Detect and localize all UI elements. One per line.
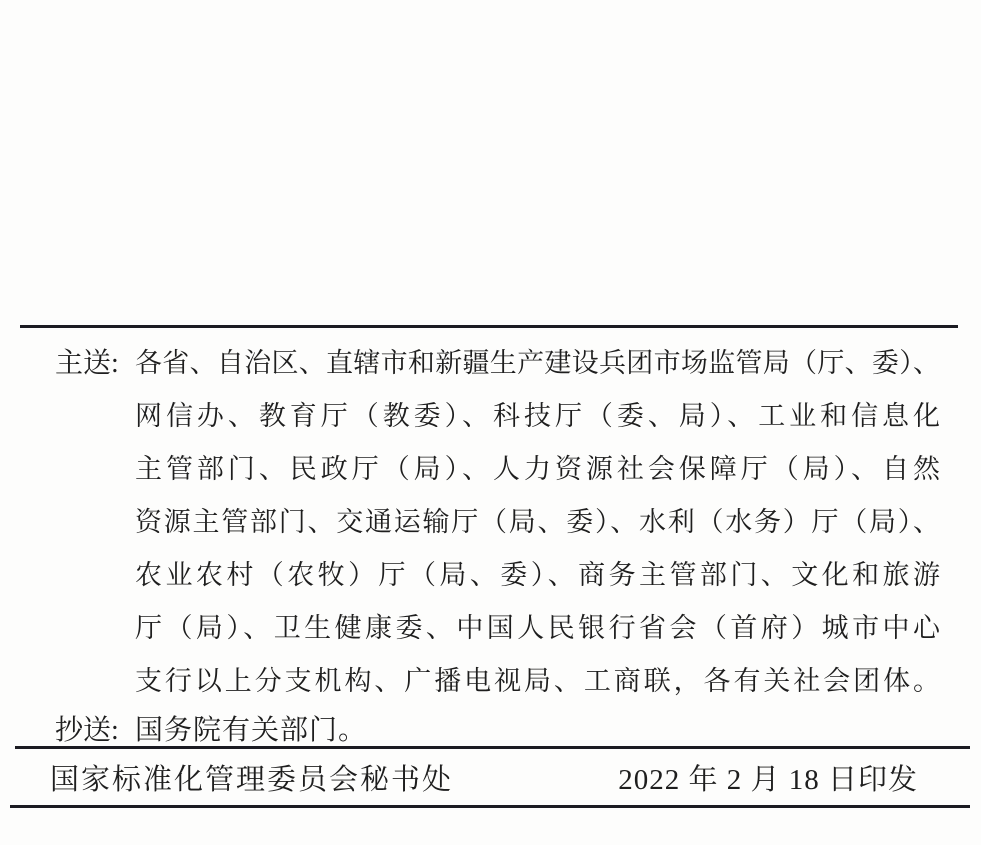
bottom-rule — [10, 805, 970, 808]
recipients-line-3: 主管部门、民政厅（局）、人力资源社会保障厅（局）、自然 — [135, 454, 940, 484]
recipients-line-6: 厅（局）、卫生健康委、中国人民银行省会（首府）城市中心 — [135, 613, 940, 643]
colophon-row — [50, 749, 918, 805]
recipients-line-7: 支行以上分支机构、广播电视局、工商联，各有关社会团体。 — [135, 666, 940, 696]
recipients-line-1: 各省、自治区、直辖市和新疆生产建设兵团市场监管局（厅、委）、 — [135, 348, 940, 378]
print-date: 2022 年 2 月 18 日印发 — [618, 763, 918, 796]
distribution-block — [55, 337, 945, 752]
recipients-line-5: 农业农村（农牧）厅（局、委）、商务主管部门、文化和旅游 — [135, 560, 940, 590]
main-recipients-row — [55, 337, 945, 708]
main-recipients-label: 主送: — [55, 348, 119, 379]
main-recipients-list — [135, 337, 940, 708]
top-rule — [20, 325, 958, 328]
recipients-line-4: 资源主管部门、交通运输厅（局、委）、水利（水务）厅（局）、 — [135, 507, 940, 537]
copy-recipients-text: 国务院有关部门。 — [135, 715, 368, 746]
issuing-office: 国家标准化管理委员会秘书处 — [50, 763, 454, 796]
recipients-line-2: 网信办、教育厅（教委）、科技厅（委、局）、工业和信息化 — [135, 401, 940, 431]
copy-recipients-label: 抄送: — [55, 715, 119, 746]
